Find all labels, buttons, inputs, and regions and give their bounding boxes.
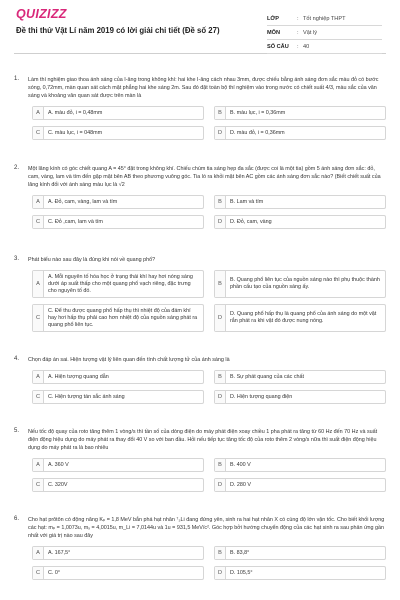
option-c[interactable] bbox=[32, 304, 204, 332]
option-b[interactable] bbox=[214, 370, 386, 384]
option-c[interactable] bbox=[32, 126, 204, 140]
option-text: D. Hiện tượng quang điện bbox=[230, 393, 293, 400]
option-a[interactable] bbox=[32, 546, 204, 560]
option-c[interactable] bbox=[32, 215, 204, 229]
option-d[interactable] bbox=[214, 215, 386, 229]
option-d[interactable] bbox=[214, 304, 386, 332]
option-letter: A bbox=[33, 371, 44, 383]
question-number: 1. bbox=[14, 76, 20, 82]
options-grid bbox=[32, 458, 386, 492]
option-d[interactable] bbox=[214, 126, 386, 140]
option-a[interactable] bbox=[32, 370, 204, 384]
option-text: D. màu đỏ, i = 0,36mm bbox=[230, 129, 285, 136]
option-b[interactable] bbox=[214, 546, 386, 560]
option-b[interactable] bbox=[214, 270, 386, 298]
option-text: C. Để thu được quang phổ hấp thụ thì nhiệt độ của đám khí hay hơi hấp thụ phải cao hơn nhiệt độ của nguồn sáng phát ra quang phổ liên tục. bbox=[48, 307, 198, 328]
option-text: A. Mỗi nguyên tố hóa học ở trạng thái khí hay hơi nóng sáng dưới áp suất thấp cho một quang phổ vạch riêng, đặc trưng cho nguyên tố đó. bbox=[48, 273, 193, 294]
option-letter: D bbox=[215, 127, 226, 139]
option-d[interactable] bbox=[214, 390, 386, 404]
options-grid bbox=[32, 106, 386, 140]
option-text: B. 83,8° bbox=[230, 549, 250, 556]
meta-table bbox=[267, 12, 382, 54]
option-a[interactable] bbox=[32, 106, 204, 120]
quizizz-logo: QUIZIZZ bbox=[16, 7, 67, 21]
option-letter: A bbox=[33, 547, 44, 559]
option-letter: D bbox=[215, 479, 226, 491]
option-letter: C bbox=[33, 216, 44, 228]
question-text: Phát biểu nào sau đây là đúng khi nói về quang phổ? bbox=[28, 257, 156, 263]
option-text: A. 167,5° bbox=[48, 549, 71, 556]
option-d[interactable] bbox=[214, 478, 386, 492]
option-letter: B bbox=[215, 547, 226, 559]
question-number: 5. bbox=[14, 428, 20, 434]
option-b[interactable] bbox=[214, 106, 386, 120]
option-c[interactable] bbox=[32, 390, 204, 404]
option-text: D. 280 V bbox=[230, 481, 251, 488]
option-text: C. Hiện tượng tán sắc ánh sáng bbox=[48, 393, 125, 400]
option-text: A. màu đỏ, i = 0,48mm bbox=[48, 109, 103, 116]
option-text: B. Lam và tím bbox=[230, 198, 264, 205]
option-text: D. Đỏ, cam, vàng bbox=[230, 218, 272, 225]
option-letter: B bbox=[215, 459, 226, 471]
meta-colon: : bbox=[297, 43, 299, 50]
meta-row-count bbox=[267, 40, 382, 54]
meta-value: Vật lý bbox=[303, 29, 317, 36]
option-text: B. Quang phổ liên tục của nguồn sáng nào thì phụ thuộc thành phần cấu tạo của nguồn sáng ấy. bbox=[230, 277, 380, 290]
option-text: A. 360 V bbox=[48, 461, 69, 468]
meta-colon: : bbox=[297, 15, 299, 22]
meta-key: SỐ CÂU bbox=[267, 43, 289, 50]
option-letter: C bbox=[33, 479, 44, 491]
document-title: Đề thi thử Vật Lí năm 2019 có lời giải chi tiết (Đề số 27) bbox=[16, 26, 220, 35]
option-a[interactable] bbox=[32, 458, 204, 472]
option-letter: B bbox=[215, 196, 226, 208]
option-letter: A bbox=[33, 459, 44, 471]
option-text: D. 105,5° bbox=[230, 569, 253, 576]
page-header bbox=[14, 0, 386, 54]
option-letter: C bbox=[33, 567, 44, 579]
question-text: Làm thí nghiệm giao thoa ánh sáng của I-âng trong không khí: hai khe I-âng cách nhau 3mm, được chiếu bằng ánh sáng đơn sắc màu đỏ có bước sóng, 0,72mm, màn quan sát cách mặt phẳng hai khe sáng 2m. Sau đó đặt toàn bộ thí nghiệm vào trong nước có chiết suất 4/3, màu sắc của vân sáng và khoảng vân quan sát được trên màn là bbox=[28, 77, 379, 99]
question-number: 4. bbox=[14, 356, 20, 362]
option-letter: C bbox=[33, 391, 44, 403]
option-letter: A bbox=[33, 196, 44, 208]
option-text: A. Hiện tượng quang dẫn bbox=[48, 373, 109, 380]
question-number: 6. bbox=[14, 516, 20, 522]
option-letter: B bbox=[215, 271, 226, 297]
question-text: Nếu tốc độ quay của roto tăng thêm 1 vòng/s thì tần số của dòng điện do máy phát điện xoay chiều 1 pha phát ra tăng từ 60 Hz đến 70 Hz và suất điện động hiệu dụng do máy phát ra thay đổi 40 V so với ban đầu. Hỏi nếu tiếp tục tăng tốc độ của roto thêm 2 vòng/s nữa thì suất điện động hiệu dụng do máy phát ra là bao nhiêu bbox=[28, 429, 378, 451]
options-grid bbox=[32, 195, 386, 229]
option-text: C. 0° bbox=[48, 569, 61, 576]
option-d[interactable] bbox=[214, 566, 386, 580]
question-number: 2. bbox=[14, 165, 20, 171]
question-2 bbox=[14, 165, 386, 229]
question-5 bbox=[14, 428, 386, 492]
meta-colon: : bbox=[297, 29, 299, 36]
option-text: B. màu lục, i = 0,36mm bbox=[230, 109, 286, 116]
meta-row-class bbox=[267, 12, 382, 26]
option-c[interactable] bbox=[32, 478, 204, 492]
question-text: Cho hạt prôtôn có động năng Kₚ = 1,8 MeV bắn phá hạt nhân ⁷₃Li đang đứng yên, sinh ra hai hạt nhân X có cùng độ lớn vận tốc. Cho biết khối lượng các hạt: mₚ = 1,0073u, mₓ = 4,0015u, m_Li = 7,0144u và 1u = 931,5 MeV/c². Góc hợp bởi hướng chuyển động của các hạt sinh ra sau phản ứng gần nhất với giá trị nào sau đây bbox=[28, 517, 385, 539]
option-a[interactable] bbox=[32, 270, 204, 298]
options-grid bbox=[32, 546, 386, 580]
option-text: B. Sự phát quang của các chất bbox=[230, 373, 305, 380]
question-text: Chọn đáp án sai. Hiện tượng vật lý liên quan đến tính chất lượng tử của ánh sáng là bbox=[28, 357, 230, 363]
question-number: 3. bbox=[14, 256, 20, 262]
option-letter: A bbox=[33, 271, 44, 297]
option-letter: C bbox=[33, 127, 44, 139]
meta-value: Tốt nghiệp THPT bbox=[303, 15, 346, 22]
option-text: B. 400 V bbox=[230, 461, 251, 468]
option-letter: D bbox=[215, 567, 226, 579]
meta-row-subject bbox=[267, 26, 382, 40]
option-a[interactable] bbox=[32, 195, 204, 209]
option-b[interactable] bbox=[214, 458, 386, 472]
option-text: D. Quang phổ hấp thụ là quang phổ của ánh sáng do một vật rắn phát ra khi vật đó được nung nóng. bbox=[230, 311, 377, 324]
option-letter: A bbox=[33, 107, 44, 119]
option-c[interactable] bbox=[32, 566, 204, 580]
option-letter: C bbox=[33, 305, 44, 331]
option-letter: D bbox=[215, 216, 226, 228]
option-letter: D bbox=[215, 391, 226, 403]
meta-key: MÔN bbox=[267, 29, 281, 36]
question-6 bbox=[14, 516, 386, 580]
question-text: Một lăng kính có góc chiết quang A = 45° đặt trong không khí. Chiếu chùm tia sáng hẹp đa sắc (được coi là một tia) gồm 5 ánh sáng đơn sắc: đỏ, cam, vàng, lam và tím đến gặp mặt bên AB theo phương vuông góc. Tia ló ra khỏi mặt bên AC gồm các ánh sáng đơn sắc nào? (Biết chiết suất của lăng kính đối với ánh sáng màu lục là √2 bbox=[28, 166, 381, 188]
meta-value: 40 bbox=[303, 43, 310, 50]
question-3 bbox=[14, 256, 386, 332]
option-text: C. 320V bbox=[48, 481, 68, 488]
option-letter: D bbox=[215, 305, 226, 331]
meta-key: LỚP bbox=[267, 15, 279, 22]
option-letter: B bbox=[215, 371, 226, 383]
option-text: A. Đỏ, cam, vàng, lam và tím bbox=[48, 198, 118, 205]
option-text: C. màu lục, i = 048mm bbox=[48, 129, 103, 136]
options-grid bbox=[32, 270, 386, 332]
option-b[interactable] bbox=[214, 195, 386, 209]
question-4 bbox=[14, 356, 386, 404]
option-text: C. Đỏ ,cam, lam và tím bbox=[48, 218, 103, 225]
question-1 bbox=[14, 76, 386, 140]
option-letter: B bbox=[215, 107, 226, 119]
options-grid bbox=[32, 370, 386, 404]
